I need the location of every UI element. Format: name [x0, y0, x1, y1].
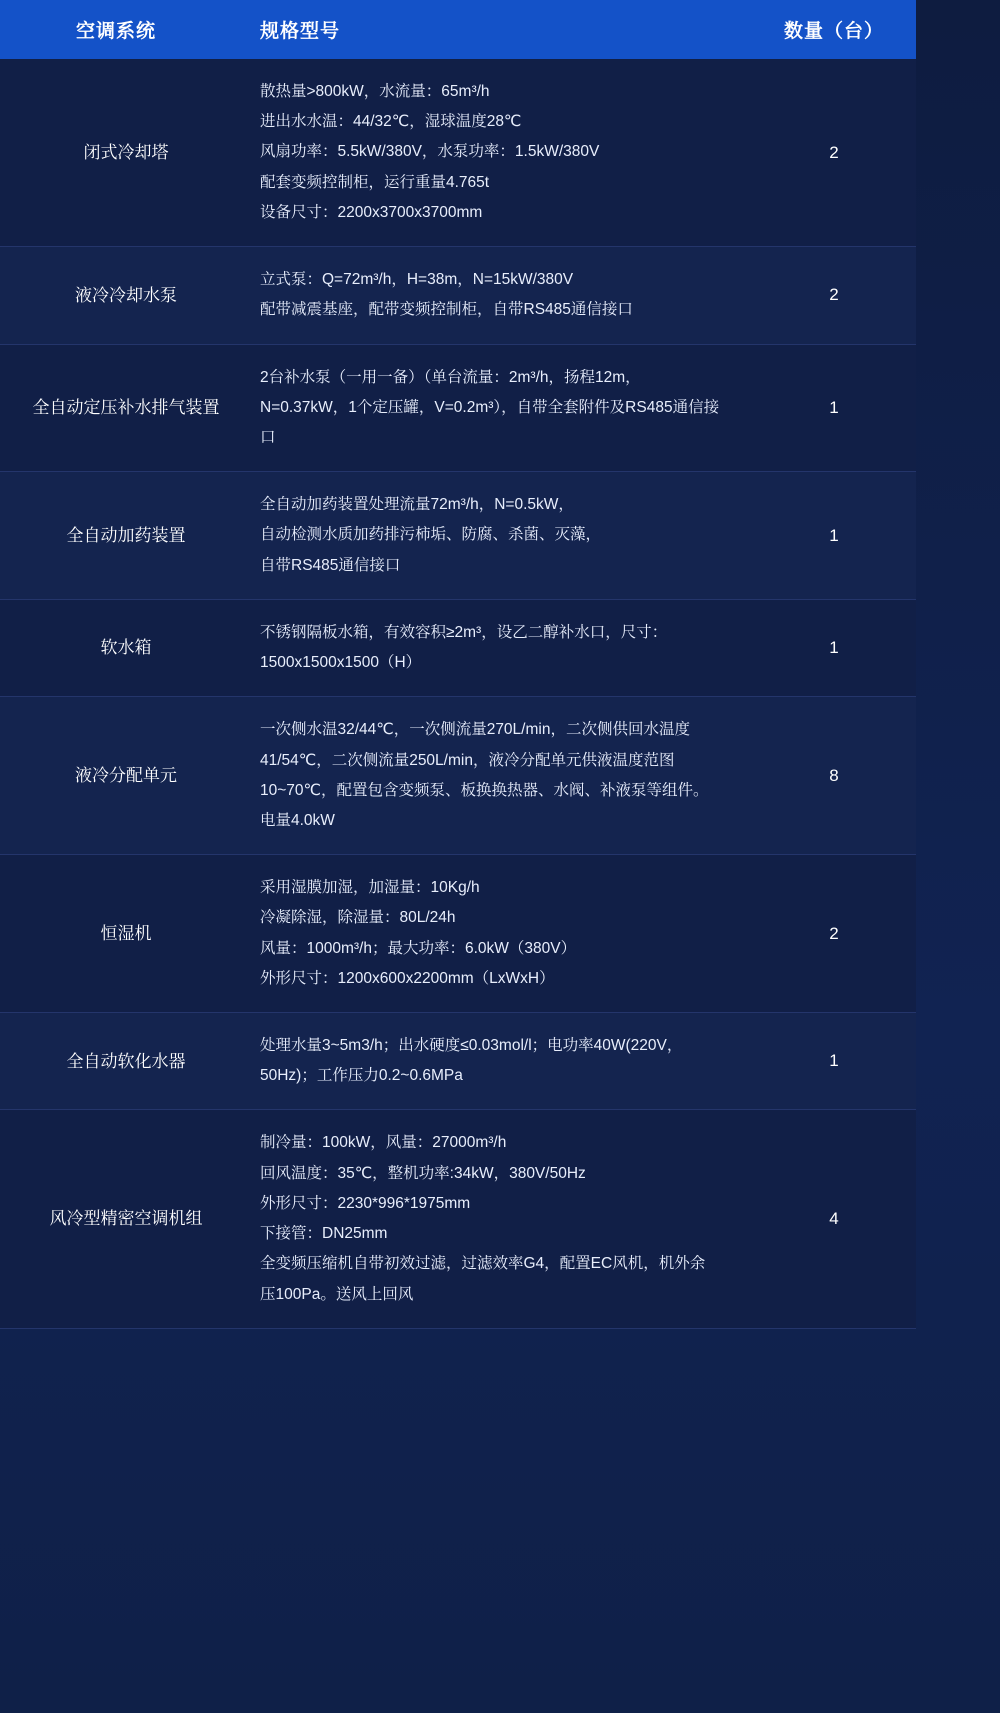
- spec-line: 立式泵：Q=72m³/h，H=38m，N=15kW/380V: [260, 271, 574, 289]
- cell-quantity: 1: [829, 638, 839, 658]
- spec-line: 设备尺寸：2200x3700x3700mm: [260, 203, 483, 221]
- table-row: [0, 59, 916, 247]
- cell-quantity: 1: [829, 397, 839, 417]
- spec-line: 制冷量：100kW，风量：27000m³/h: [260, 1134, 507, 1152]
- cell-specification: [252, 1013, 752, 1110]
- cell-specification: [252, 599, 752, 696]
- spec-line: 全自动加药装置处理流量72m³/h，N=0.5kW，: [260, 496, 574, 514]
- spec-line: 下接管：DN25mm: [260, 1225, 388, 1243]
- column-header-system: 空调系统: [0, 0, 252, 59]
- cell-specification: [252, 855, 752, 1013]
- cell-specification: [252, 344, 752, 472]
- spec-line: 不锈钢隔板水箱，有效容积≥2m³，设乙二醇补水口，尺寸：1500x1500x1500（H）: [260, 623, 668, 672]
- cell-specification: [252, 472, 752, 600]
- spec-line: 自动检测水质加药排污柿垢、防腐、杀菌、灭藻，: [260, 526, 602, 544]
- cell-quantity: 4: [829, 1209, 839, 1229]
- cell-quantity: 2: [829, 923, 839, 943]
- table-row: [0, 855, 916, 1013]
- table-body: [0, 59, 916, 1328]
- cell-specification: [252, 697, 752, 855]
- spec-line: 采用湿膜加湿，加湿量：10Kg/h: [260, 879, 480, 897]
- table-row: [0, 247, 916, 344]
- table-row: [0, 1110, 916, 1328]
- cell-system-name: 闭式冷却塔: [83, 142, 169, 162]
- cell-quantity: 2: [829, 285, 839, 305]
- table-header: [0, 0, 916, 59]
- cell-system-name: 风冷型精密空调机组: [49, 1209, 203, 1229]
- cell-specification: [252, 247, 752, 344]
- spec-line: 外形尺寸：1200x600x2200mm（LxWxH）: [260, 969, 555, 987]
- cell-specification: [252, 1110, 752, 1328]
- column-header-quantity: 数量（台）: [752, 0, 916, 59]
- spec-line: 配带减震基座，配带变频控制柜，自带RS485通信接口: [260, 301, 633, 319]
- spec-line: 冷凝除湿，除湿量：80L/24h: [260, 909, 456, 927]
- spec-line: 回风温度：35℃，整机功率:34kW，380V/50Hz: [260, 1164, 586, 1182]
- cell-quantity: 8: [829, 765, 839, 785]
- spec-line: 配套变频控制柜，运行重量4.765t: [260, 173, 490, 191]
- spec-line: 2台补水泵（一用一备）（单台流量：2m³/h，扬程12m，N=0.37kW，1个定压罐，V=0.2m³），自带全套附件及RS485通信接口: [260, 368, 720, 446]
- cell-system-name: 全自动软化水器: [66, 1051, 186, 1071]
- cell-system-name: 液冷分配单元: [75, 765, 177, 785]
- cell-system-name: 恒湿机: [100, 923, 152, 943]
- spec-line: 全变频压缩机自带初效过滤，过滤效率G4，配置EC风机，机外余压100Pa。送风上回风: [260, 1255, 706, 1303]
- cell-specification: [252, 59, 752, 247]
- spec-line: 散热量>800kW，水流量：65m³/h: [260, 83, 490, 100]
- cell-quantity: 1: [829, 1051, 839, 1071]
- cell-system-name: 全自动定压补水排气装置: [32, 398, 220, 418]
- spec-line: 一次侧水温32/44℃，一次侧流量270L/min，二次侧供回水温度41/54℃，二次侧流量250L/min，液冷分配单元供液温度范图10~70℃，配置包含变频泵、板换换热器、水阀、补液泵等组件。电量4.0kW: [260, 721, 709, 829]
- spec-line: 风扇功率：5.5kW/380V，水泵功率：1.5kW/380V: [260, 143, 600, 161]
- spec-line: 外形尺寸：2230*996*1975mm: [260, 1194, 471, 1212]
- cell-system-name: 全自动加药装置: [66, 525, 186, 545]
- table-row: [0, 344, 916, 472]
- spec-line: 自带RS485通信接口: [260, 556, 401, 574]
- spec-line: 进出水水温：44/32℃，湿球温度28℃: [260, 113, 522, 131]
- cell-system-name: 软水箱: [100, 638, 152, 658]
- cell-quantity: 2: [829, 142, 839, 162]
- table-header-row: [0, 0, 916, 59]
- table-row: [0, 1013, 916, 1110]
- spec-line: 处理水量3~5m3/h；出水硬度≤0.03mol/l；电功率40W(220V，50Hz)；工作压力0.2~0.6MPa: [260, 1037, 683, 1085]
- table-row: [0, 697, 916, 855]
- spec-line: 风量：1000m³/h；最大功率：6.0kW（380V）: [260, 939, 577, 957]
- table-row: [0, 599, 916, 696]
- column-header-model: 规格型号: [252, 0, 752, 59]
- cell-quantity: 1: [829, 525, 839, 545]
- table-row: [0, 472, 916, 600]
- cell-system-name: 液冷冷却水泵: [75, 285, 177, 305]
